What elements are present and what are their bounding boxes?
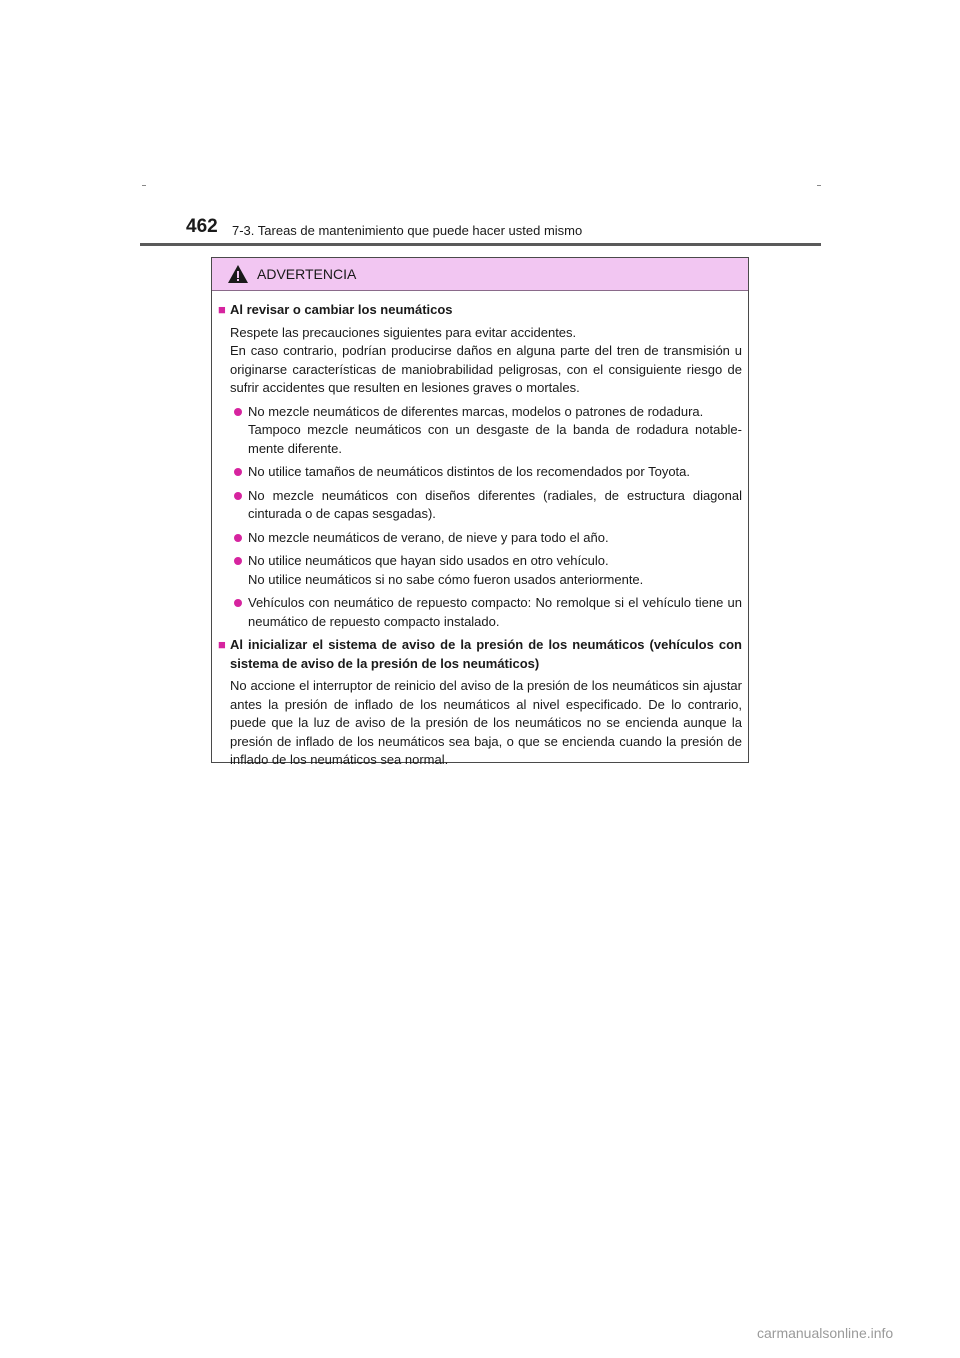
warning-body	[212, 291, 748, 770]
bullet-item	[234, 487, 742, 524]
bullet-line: No mezcle neumáticos de diferentes marcas, modelos o patrones de rodadura.	[248, 403, 704, 419]
bullet-text	[248, 403, 742, 459]
section-heading-text: Al inicializar el sistema de aviso de la presión de los neumáticos (vehículos con sistema de aviso de la presión de los neumáticos)	[230, 637, 742, 671]
bullet-line: Vehículos con neumático de repuesto compacto: No remolque si el vehículo tiene un neumático de repuesto compacto instalado.	[248, 595, 742, 629]
section-heading-tires	[218, 301, 742, 320]
header-rule	[140, 243, 821, 246]
bullet-text	[248, 552, 742, 589]
bullet-line: No mezcle neumáticos con diseños diferentes (radiales, de estructura diagonal cinturada o de capas sesgadas).	[248, 487, 742, 521]
bullet-line: Tampoco mezcle neumáticos con un desgaste de la banda de rodadura notable-mente diferente.	[248, 422, 742, 456]
warning-title: ADVERTENCIA	[257, 266, 357, 282]
square-bullet-icon: ■	[218, 302, 226, 317]
bullet-dot-icon	[234, 599, 242, 607]
bullet-dot-icon	[234, 492, 242, 500]
bullet-dot-icon	[234, 557, 242, 565]
warning-header	[212, 258, 748, 291]
bullet-text	[248, 529, 742, 548]
bullet-text	[248, 487, 742, 524]
square-bullet-icon: ■	[218, 637, 226, 652]
section-heading-text: Al revisar o cambiar los neumáticos	[230, 302, 453, 317]
page-number: 462	[186, 216, 218, 237]
bullet-item	[234, 529, 742, 548]
bullet-item	[234, 552, 742, 589]
bullet-item	[234, 463, 742, 482]
warning-triangle-icon	[227, 264, 249, 284]
warning-box	[211, 257, 749, 767]
bullet-line: No mezcle neumáticos de verano, de nieve y para todo el año.	[248, 529, 609, 545]
bullet-line: No utilice neumáticos que hayan sido usados en otro vehículo.	[248, 553, 609, 568]
bullet-text	[248, 594, 742, 631]
bullet-item	[234, 594, 742, 631]
watermark-text: carmanualsonline.info	[757, 1325, 894, 1341]
bullet-dot-icon	[234, 468, 242, 476]
section-heading-pressure-warning	[218, 636, 742, 673]
section-title: 7-3. Tareas de mantenimiento que puede hacer usted mismo	[232, 223, 583, 238]
bullet-text	[248, 463, 742, 482]
crop-mark-right	[817, 185, 821, 186]
pressure-warning-paragraph: No accione el interruptor de reinicio del aviso de la presión de los neumáticos sin ajustar antes la presión de inflado de los neumáticos al nivel especificado. De lo contrario, puede que la luz de aviso de la presión de los neumáticos no se encienda aunque la presión de inflado de los neumáticos sea baja, o que se encienda cuando la presión de inflado de los neumáticos sea normal.	[230, 678, 742, 767]
bullet-line: No utilice tamaños de neumáticos distintos de los recomendados por Toyota.	[248, 464, 691, 479]
bullet-dot-icon	[234, 408, 242, 416]
bullet-item	[234, 403, 742, 459]
intro-line: En caso contrario, podrían producirse daños en alguna parte del tren de transmisión u originarse características de maniobrabilidad peligrosas, con el consiguiente riesgo de sufrir accidentes que resulten en lesiones graves o mortales.	[230, 343, 742, 395]
intro-line: Respete las precauciones siguientes para evitar accidentes.	[230, 324, 577, 340]
bullet-dot-icon	[234, 534, 242, 542]
bullet-line: No utilice neumáticos si no sabe cómo fueron usados anteriormente.	[248, 571, 644, 587]
crop-mark-left	[142, 185, 146, 186]
intro-paragraph	[230, 324, 742, 398]
